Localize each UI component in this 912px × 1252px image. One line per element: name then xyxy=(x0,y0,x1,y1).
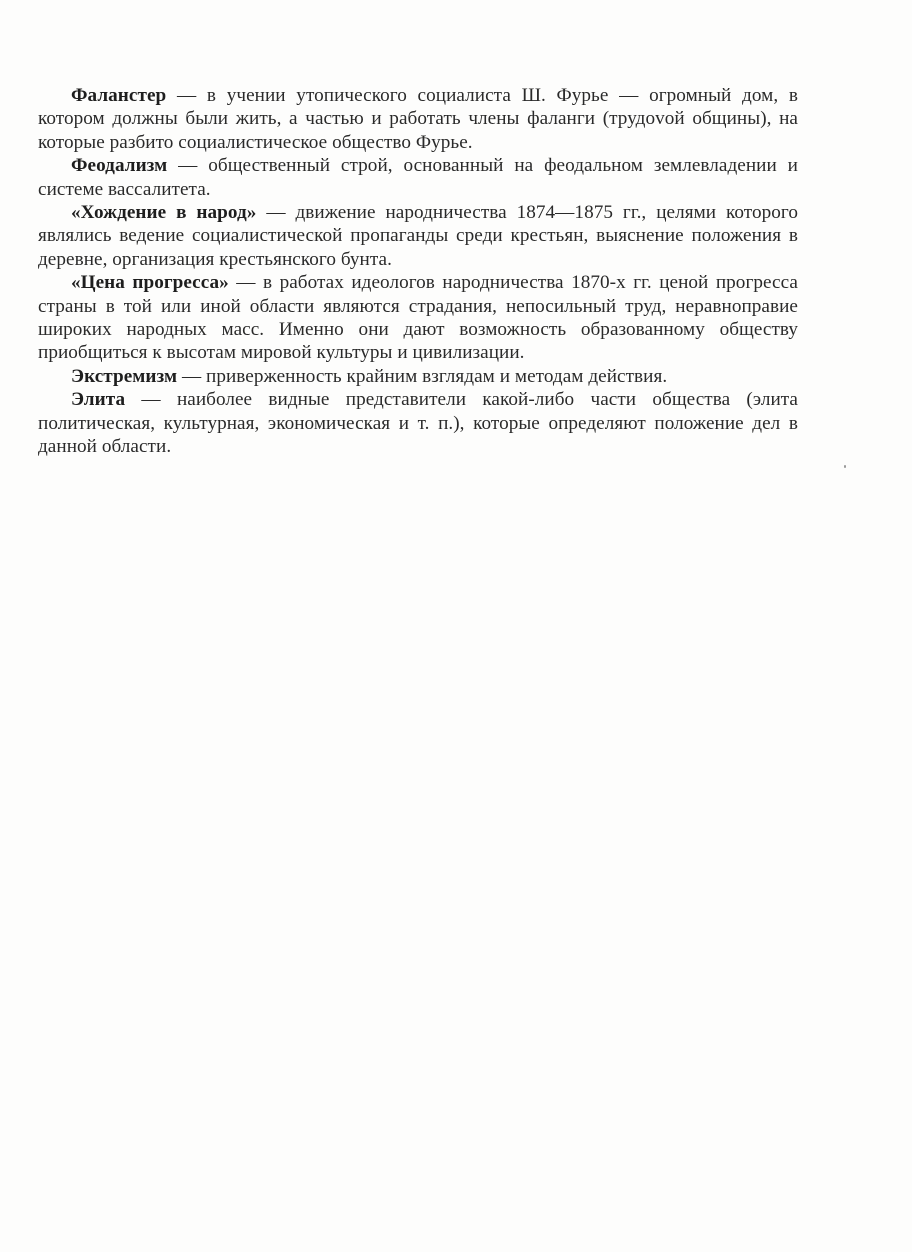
glossary-definition: — наиболее видные представители какой-либо части общества (элита политическая, культурная, экономическая и т. п.), которые определяют положение дел в данной области. xyxy=(38,389,798,458)
scan-speck xyxy=(844,465,846,468)
glossary-term: «Хождение в народ» xyxy=(71,202,257,224)
glossary-term: Экстремизм xyxy=(71,365,178,387)
glossary-text xyxy=(38,84,798,459)
glossary-entry xyxy=(38,271,798,365)
glossary-entry xyxy=(38,365,798,388)
glossary-term: Феодализм xyxy=(71,155,168,177)
glossary-entry xyxy=(38,154,798,201)
glossary-definition: — в работах идеологов народничества 1870-х гг. ценой прогресса страны в той или иной области являются страдания, непосильный труд, неравноправие широких народных масс. Именно они дают возможность образованному обществу приобщиться к высотам мировой культуры и цивилизации. xyxy=(38,272,798,364)
glossary-definition: — в учении утопического социалиста Ш. Фурье — огромный дом, в котором должны были жить, а частью и работать члены фаланги (трудоvой общины), на которые разбито социалистическое общество Фурье. xyxy=(38,85,798,153)
glossary-definition: — движение народничества 1874—1875 гг., целями которого являлись ведение социалистической пропаганды среди крестьян, выяснение положения в деревне, организация крестьянского бунта. xyxy=(38,202,798,270)
glossary-entry xyxy=(38,84,798,154)
glossary-term: Элита xyxy=(71,389,126,411)
glossary-definition: — приверженность крайним взглядам и методам действия. xyxy=(177,365,668,387)
glossary-term: «Цена прогресса» xyxy=(71,272,229,294)
glossary-entry xyxy=(38,201,798,271)
glossary-entry xyxy=(38,388,798,458)
glossary-definition: — общественный строй, основанный на феодальном землевладении и системе вассалитета. xyxy=(38,155,798,200)
glossary-term: Фаланстер xyxy=(71,85,167,106)
